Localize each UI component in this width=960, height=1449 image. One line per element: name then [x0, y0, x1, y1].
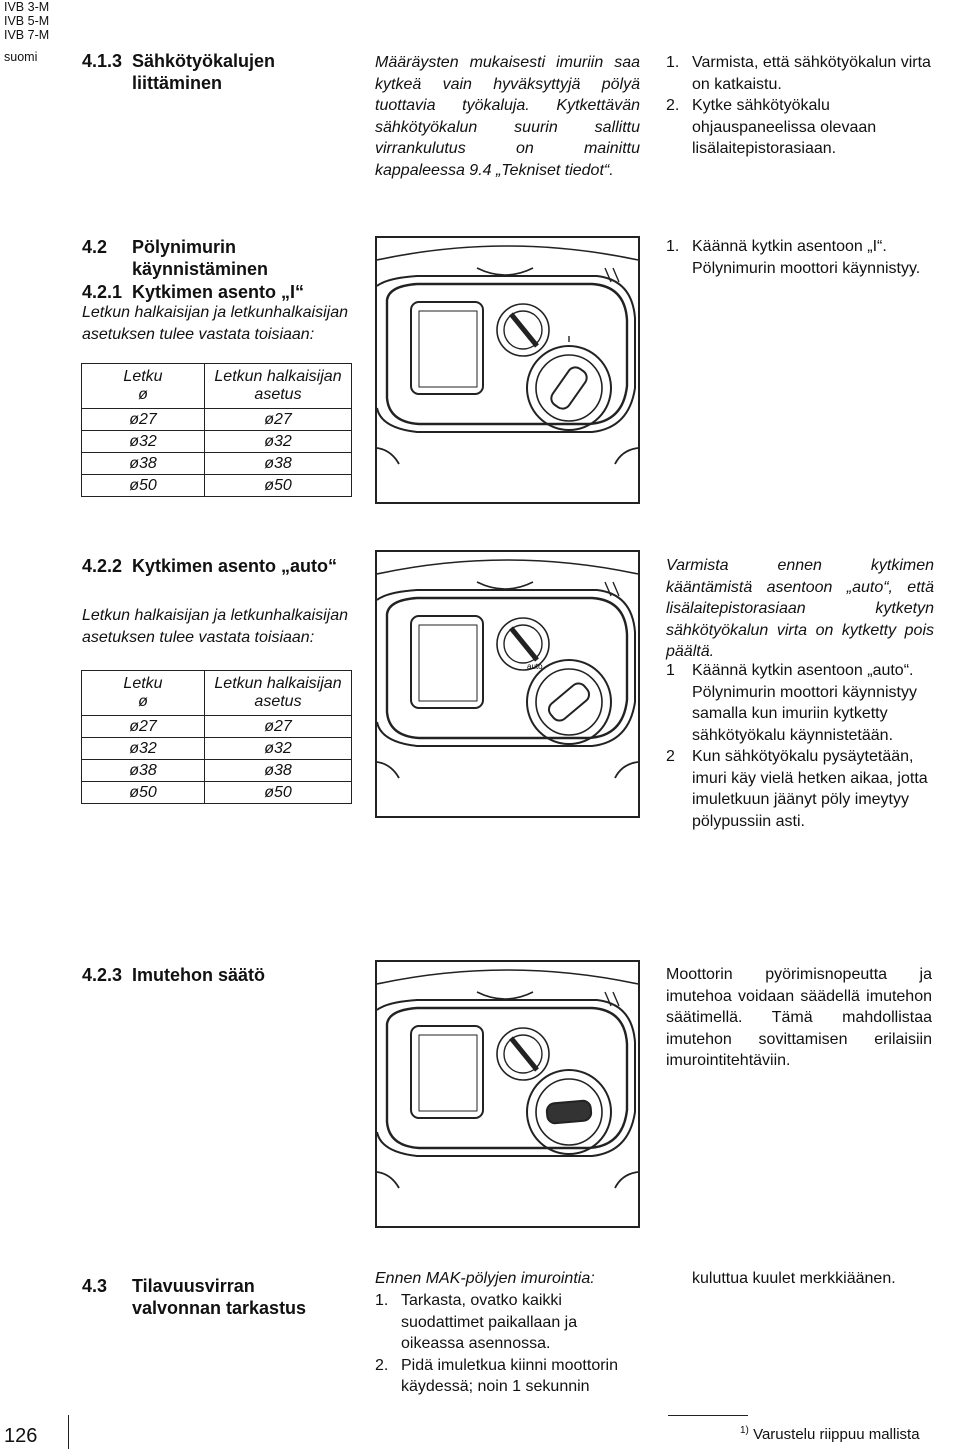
table-row: ø50 ø50 [82, 475, 352, 497]
footnote-text: Varustelu riippuu mallista [753, 1426, 920, 1443]
list-item: 2 Kun sähkötyökalu pysäytetään, imuri käy vielä hetken aikaa, jotta imuletkuun jäänyt pöly imeytyy pölypussiin asti. [666, 748, 928, 830]
table-row: ø38 ø38 [82, 760, 352, 782]
model-label: IVB 3-M [4, 0, 50, 14]
footnote-mark: 1) [740, 1425, 749, 1436]
section-title: Pölynimurin [132, 237, 237, 257]
section-heading [82, 1275, 372, 1319]
step-list [666, 660, 934, 832]
subsection-heading [82, 281, 362, 303]
intro-text: Letkun halkaisijan ja letkunhalkaisijan asetuksen tulee vastata toisiaan: [82, 607, 348, 646]
note-text: Määräysten mukaisesti imuriin saa kytkeä vain hyväksyttyjä pölyä tuottavia työkaluja. Kytkettävän sähkötyökalun suurin sallittu virrankulutus on mainittu kappaleessa 9.4 „Tekniset tiedot“. [375, 54, 640, 179]
step-list [666, 52, 934, 160]
section-heading [82, 236, 362, 280]
section-title: Kytkimen asento „auto“ [132, 556, 338, 576]
section-title: Kytkimen asento „I“ [132, 282, 305, 302]
subsection-heading [82, 555, 372, 577]
table-row: ø27 ø27 [82, 716, 352, 738]
intro-text: Letkun halkaisijan ja letkunhalkaisijan asetuksen tulee vastata toisiaan: [82, 304, 348, 343]
footnote [740, 1425, 920, 1443]
list-item: 1. Varmista, että sähkötyökalun virta on katkaistu. [666, 54, 931, 93]
section-title: valvonnan tarkastus [132, 1298, 307, 1318]
model-header [4, 0, 49, 64]
step-list [375, 1290, 643, 1398]
section-title: käynnistäminen [132, 259, 269, 279]
language-label: suomi [4, 50, 38, 64]
footnote-rule [668, 1415, 748, 1416]
table-header-row: Letku ø Letkun halkaisijan asetus [82, 671, 352, 716]
section-title: Tilavuusvirran [132, 1276, 255, 1296]
model-label: IVB 5-M [4, 14, 50, 28]
table-row: ø50 ø50 [82, 782, 352, 804]
control-panel-illustration [377, 552, 638, 816]
section-title: Sähkötyökalujen [132, 51, 276, 71]
section-title: liittäminen [132, 73, 223, 93]
subsection-heading [82, 964, 372, 986]
table-header-row: Letku ø Letkun halkaisijan asetus [82, 364, 352, 409]
control-panel-illustration [377, 962, 638, 1226]
intro-text: Ennen MAK-pölyjen imurointia: [375, 1270, 595, 1287]
note-text: Varmista ennen kytkimen kääntämistä asentoon „auto“, että lisälaitepistorasiaan kytketyn sähkötyökalun virta on kytketty pois päältä. [666, 557, 934, 660]
list-item: 2. Kytke sähkötyökalu ohjauspaneelissa olevaan lisälaitepistorasiaan. [666, 97, 877, 157]
section-number: 4.1.3 [82, 51, 123, 71]
table-row: ø32 ø32 [82, 738, 352, 760]
page-number-box [0, 1415, 69, 1449]
control-panel-illustration [377, 238, 638, 502]
hose-table [81, 670, 352, 804]
body-text: Moottorin pyörimisnopeutta ja imutehoa voidaan säädellä imutehon säätimellä. Tämä mahdollistaa imutehon sovittamisen erilaisiin imurointitehtäviin. [666, 966, 932, 1069]
list-item: 1. Käännä kytkin asentoon „I“. Pölynimurin moottori käynnistyy. [666, 238, 921, 277]
section-heading [82, 50, 312, 94]
section-number: 4.3 [82, 1276, 108, 1296]
section-title: Imutehon säätö [132, 965, 266, 985]
page-number: 126 [4, 1425, 38, 1447]
model-label: IVB 7-M [4, 28, 50, 42]
control-panel-figure [375, 550, 640, 818]
list-item: 1. Tarkasta, ovatko kaikki suodattimet paikallaan ja oikeassa asennossa. [375, 1292, 578, 1352]
section-number: 4.2.1 [82, 282, 123, 302]
section-number: 4.2 [82, 237, 108, 257]
hose-table [81, 363, 352, 497]
list-item: 2. Pidä imuletkua kiinni moottorin käydessä; noin 1 sekunnin [375, 1356, 618, 1395]
section-number: 4.2.2 [82, 556, 123, 576]
section-number: 4.2.3 [82, 965, 123, 985]
table-row: ø27 ø27 [82, 409, 352, 431]
step-list [666, 236, 934, 279]
list-item: 1 Käännä kytkin asentoon „auto“. Pölynimurin moottori käynnistyy samalla kun imuriin kytketty sähkötyökalu käynnistetään. [666, 662, 917, 744]
control-panel-figure [375, 960, 640, 1228]
table-row: ø38 ø38 [82, 453, 352, 475]
continuation-text: kuluttua kuulet merkkiäänen. [692, 1270, 896, 1287]
control-panel-figure [375, 236, 640, 504]
mode-label: auto [527, 662, 543, 671]
table-row: ø32 ø32 [82, 431, 352, 453]
